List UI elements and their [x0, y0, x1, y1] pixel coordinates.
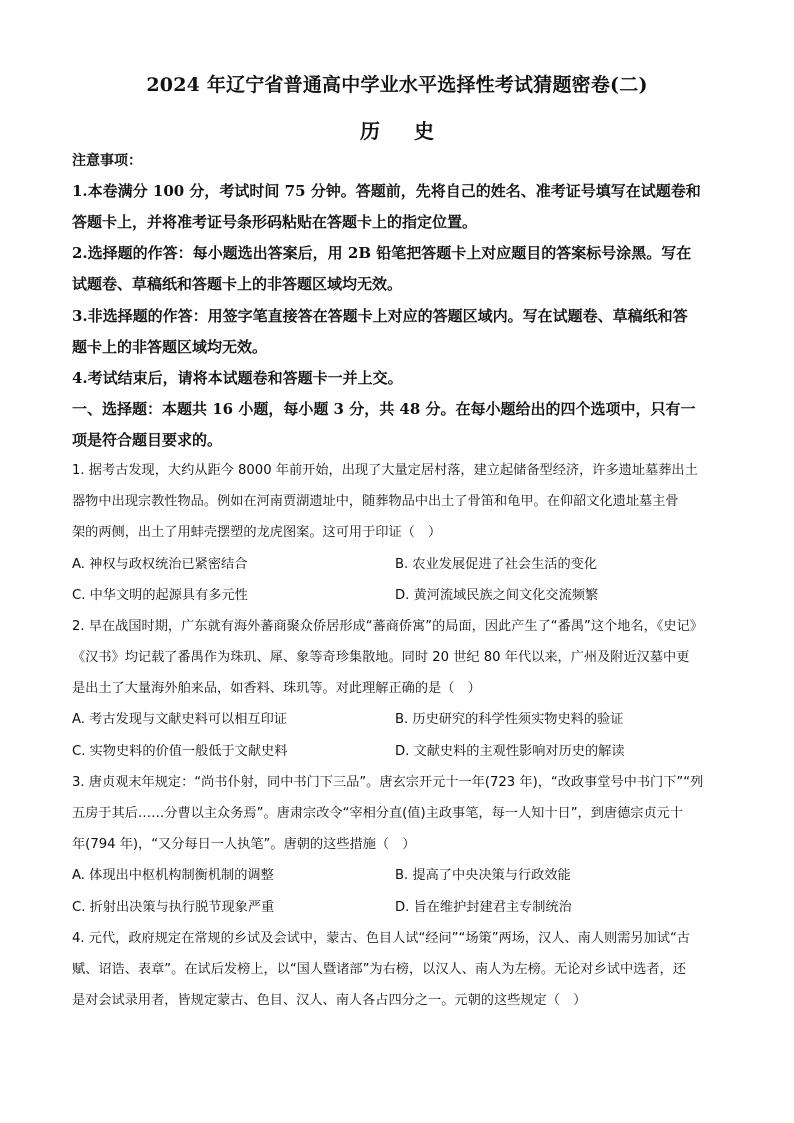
question-1-text: 1. 据考古发现，大约从距今 8000 年前开始，出现了大量定居村落，建立起储备型经济，许多遗址墓葬出土 [72, 463, 698, 478]
question-1-option-a: A. 神权与政权统治已紧密结合 [72, 557, 248, 572]
question-3-option-a: A. 体现出中枢机构制衡机制的调整 [72, 868, 274, 883]
question-3-option-c: C. 折射出决策与执行脱节现象严重 [72, 900, 275, 915]
question-1-text: 架的两侧，出土了用蚌壳摆塑的龙虎图案。这可用于印证（ ） [72, 525, 442, 540]
question-1-text: 器物中出现宗教性物品。例如在河南贾湖遗址中，随葬物品中出土了骨笛和龟甲。在仰韶文化遗址墓主骨 [72, 494, 679, 509]
notice-line: 4.考试结束后，请将本试题卷和答题卡一并上交。 [72, 369, 403, 387]
question-3-option-d: D. 旨在维护封建君主专制统治 [395, 900, 572, 915]
exam-title: 2024 年辽宁省普通高中学业水平选择性考试猜题密卷(二) [146, 74, 648, 96]
question-4-text: 4. 元代，政府规定在常规的乡试及会试中，蒙古、色目人试“经问”“场策”两场，汉人、南人则需另加试“古 [72, 931, 690, 946]
subject-heading [0, 115, 794, 144]
question-2-text: 是出土了大量海外舶来品，如香料、珠玑等。对此理解正确的是（ ） [72, 681, 481, 696]
question-2-option-b: B. 历史研究的科学性须实物史料的验证 [395, 712, 624, 727]
question-2-option-d: D. 文献史料的主观性影响对历史的解读 [395, 744, 625, 759]
question-1-option-b: B. 农业发展促进了社会生活的变化 [395, 557, 598, 572]
question-3-option-b: B. 提高了中央决策与行政效能 [395, 868, 571, 883]
notice-line: 3.非选择题的作答：用签字笔直接答在答题卡上对应的答题区域内。写在试题卷、草稿纸和答 [72, 307, 688, 325]
question-2-text: 2. 早在战国时期，广东就有海外蕃商聚众侨居形成“蕃商侨寓”的局面，因此产生了“番禺”这个地名，《史记》 [72, 619, 703, 634]
subject-char-2: 史 [414, 119, 434, 143]
question-2-text: 《汉书》均记载了番禺作为珠玑、犀、象等奇珍集散地。同时 20 世纪 80 年代以来，广州及附近汉墓中更 [72, 650, 690, 665]
question-3-text: 五房于其后……分曹以主众务焉”。唐肃宗改令“宰相分直(值)主政事笔，每一人知十日”，到唐德宗贞元十 [72, 806, 684, 821]
question-2-option-c: C. 实物史料的价值一般低于文献史料 [72, 744, 288, 759]
question-4-text: 赋、诏诰、表章”。在试后发榜上，以“国人暨诸部”为右榜，以汉人、南人为左榜。无论对乡试中选者，还 [72, 962, 686, 977]
question-3-text: 年(794 年)，“又分每日一人执笔”。唐朝的这些措施（ ） [72, 837, 416, 852]
notice-line: 试题卷、草稿纸和答题卡上的非答题区域均无效。 [72, 275, 403, 293]
notice-line: 2.选择题的作答：每小题选出答案后，用 2B 铅笔把答题卡上对应题目的答案标号涂黑。写在 [72, 244, 692, 262]
question-4-text: 是对会试录用者，皆规定蒙古、色目、汉人、南人各占四分之一。元朝的这些规定（ ） [72, 993, 587, 1008]
question-1-option-d: D. 黄河流域民族之间文化交流频繁 [395, 588, 599, 603]
notice-line: 答题卡上，并将准考证号条形码粘贴在答题卡上的指定位置。 [72, 213, 478, 231]
question-2-option-a: A. 考古发现与文献史料可以相互印证 [72, 712, 287, 727]
question-1-option-c: C. 中华文明的起源具有多元性 [72, 588, 248, 603]
question-3-text: 3. 唐贞观末年规定：“尚书仆射，同中书门下三品”。唐玄宗开元十一年(723 年)，“改政事堂号中书门下”“列 [72, 775, 704, 790]
notice-line: 1.本卷满分 100 分，考试时间 75 分钟。答题前，先将自己的姓名、准考证号填写在试题卷和 [72, 182, 701, 200]
section-heading: 一、选择题：本题共 16 小题，每小题 3 分，共 48 分。在每小题给出的四个选项中，只有一 [72, 400, 696, 418]
subject-char-1: 历 [360, 119, 380, 143]
section-heading: 项是符合题目要求的。 [72, 431, 223, 449]
notice-heading: 注意事项： [72, 153, 142, 169]
notice-line: 题卡上的非答题区域均无效。 [72, 338, 268, 356]
